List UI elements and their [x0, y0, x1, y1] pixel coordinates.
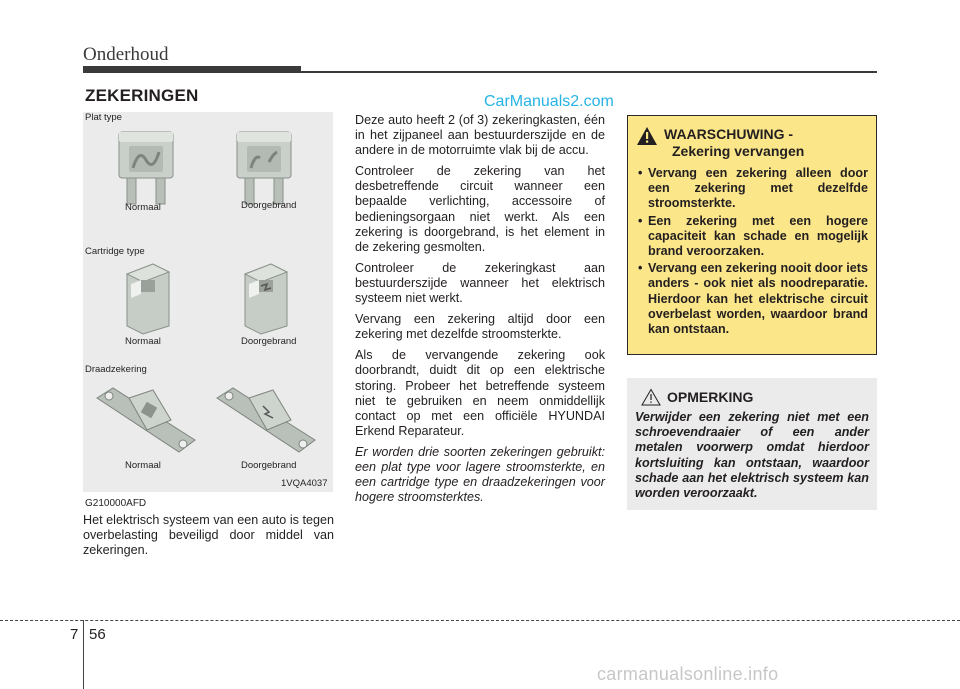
note-title: OPMERKING — [667, 389, 754, 405]
label-normal-1: Normaal — [125, 202, 161, 213]
header-rule-thin — [301, 71, 877, 73]
warning-item: • Vervang een zekering nooit door iets anders - ook niet als noodreparatie. Hierdoor kan het elektrische circuit overbelast worden, waardoor brand kan ontstaan. — [638, 261, 868, 337]
warning-title — [664, 126, 804, 160]
warning-title-line1: WAARSCHUWING - — [664, 126, 794, 142]
label-plat-type: Plat type — [85, 112, 122, 123]
label-blown-2: Doorgebrand — [241, 336, 297, 347]
label-blown-3: Doorgebrand — [241, 460, 297, 471]
chapter-number: 7 — [70, 626, 79, 643]
label-blown-1: Doorgebrand — [241, 200, 297, 211]
paragraph-fuse-boxes: Deze auto heeft 2 (of 3) zekeringkasten, één in het zijpaneel aan bestuurderszijde en de andere in de motorruimte vlak bij de accu. — [355, 113, 605, 158]
cartridge-fuse-blown-icon — [237, 260, 293, 336]
warning-box — [627, 115, 877, 355]
wire-fuse-blown-icon — [213, 380, 319, 462]
footer-divider — [83, 620, 84, 689]
paragraph-check-box: Controleer de zekeringkast aan bestuurderszijde wanneer het elektrisch systeem niet werkt. — [355, 260, 605, 306]
warning-item: • Vervang een zekering alleen door een zekering met dezelfde stroomsterkte. — [638, 166, 868, 211]
paragraph-check-fuse: Controleer de zekering van het desbetreffende circuit wanneer een bepaalde verlichting, accessoire of bedieningsorgaan niet werkt. Als een zekering is doorgebrand, is het element in de zekering gesmolten. — [355, 164, 605, 254]
watermark-carmanuals: CarManuals2.com — [484, 93, 614, 110]
label-cartridge-type: Cartridge type — [85, 246, 145, 257]
header-rule-thick — [83, 66, 301, 73]
page-number: 56 — [89, 626, 106, 643]
site-watermark: carmanualsonline.info — [597, 664, 779, 684]
main-text-column — [355, 113, 605, 511]
label-draadzekering: Draadzekering — [85, 364, 147, 375]
figure-code: 1VQA4037 — [281, 478, 328, 489]
footer-dashed-rule — [0, 620, 960, 621]
section-title: ZEKERINGEN — [85, 86, 199, 105]
bullet: • — [638, 166, 643, 180]
bullet: • — [638, 213, 643, 228]
wire-fuse-normal-icon — [93, 380, 199, 462]
fuse-figure — [83, 112, 333, 492]
warning-item: • Een zekering met een hogere capaciteit kan schade en mogelijk brand veroorzaken. — [638, 213, 868, 259]
intro-paragraph: Het elektrisch systeem van een auto is tegen overbelasting beveiligd door middel van zekeringen. — [83, 513, 334, 558]
chapter-title: Onderhoud — [83, 44, 169, 65]
label-normal-2: Normaal — [125, 336, 161, 347]
warning-list — [636, 166, 868, 337]
paragraph-repeat-blow: Als de vervangende zekering ook doorbrandt, duidt dit op een elektrische storing. Probeer het betreffende systeem niet te gebruiken en neem onmiddellijk contact op met een officiële HYUNDAI Erkend Reparateur. — [355, 348, 605, 438]
note-box — [627, 378, 877, 510]
cartridge-fuse-normal-icon — [119, 260, 175, 336]
label-normal-3: Normaal — [125, 460, 161, 471]
blade-fuse-normal-icon — [115, 128, 177, 208]
blade-fuse-blown-icon — [233, 128, 295, 208]
warning-triangle-icon — [636, 126, 658, 146]
bullet: • — [638, 261, 643, 276]
warning-title-line2: Zekering vervangen — [672, 143, 805, 159]
note-text: Verwijder een zekering niet met een schroevendraaier of een ander metalen voorwerp omdat hierdoor kortsluiting kan ontstaan, waardoor schade aan het elektrisch systeem kan worden veroorzaakt. — [635, 410, 869, 501]
image-code: G210000AFD — [85, 498, 147, 509]
paragraph-fuse-types: Er worden drie soorten zekeringen gebruikt: een plat type voor lagere stroomsterkte, en een cartridge type en draadzekeringen voor hogere stroomsterktes. — [355, 444, 605, 505]
paragraph-replace: Vervang een zekering altijd door een zekering met dezelfde stroomsterkte. — [355, 312, 605, 342]
caution-triangle-icon — [641, 388, 661, 406]
